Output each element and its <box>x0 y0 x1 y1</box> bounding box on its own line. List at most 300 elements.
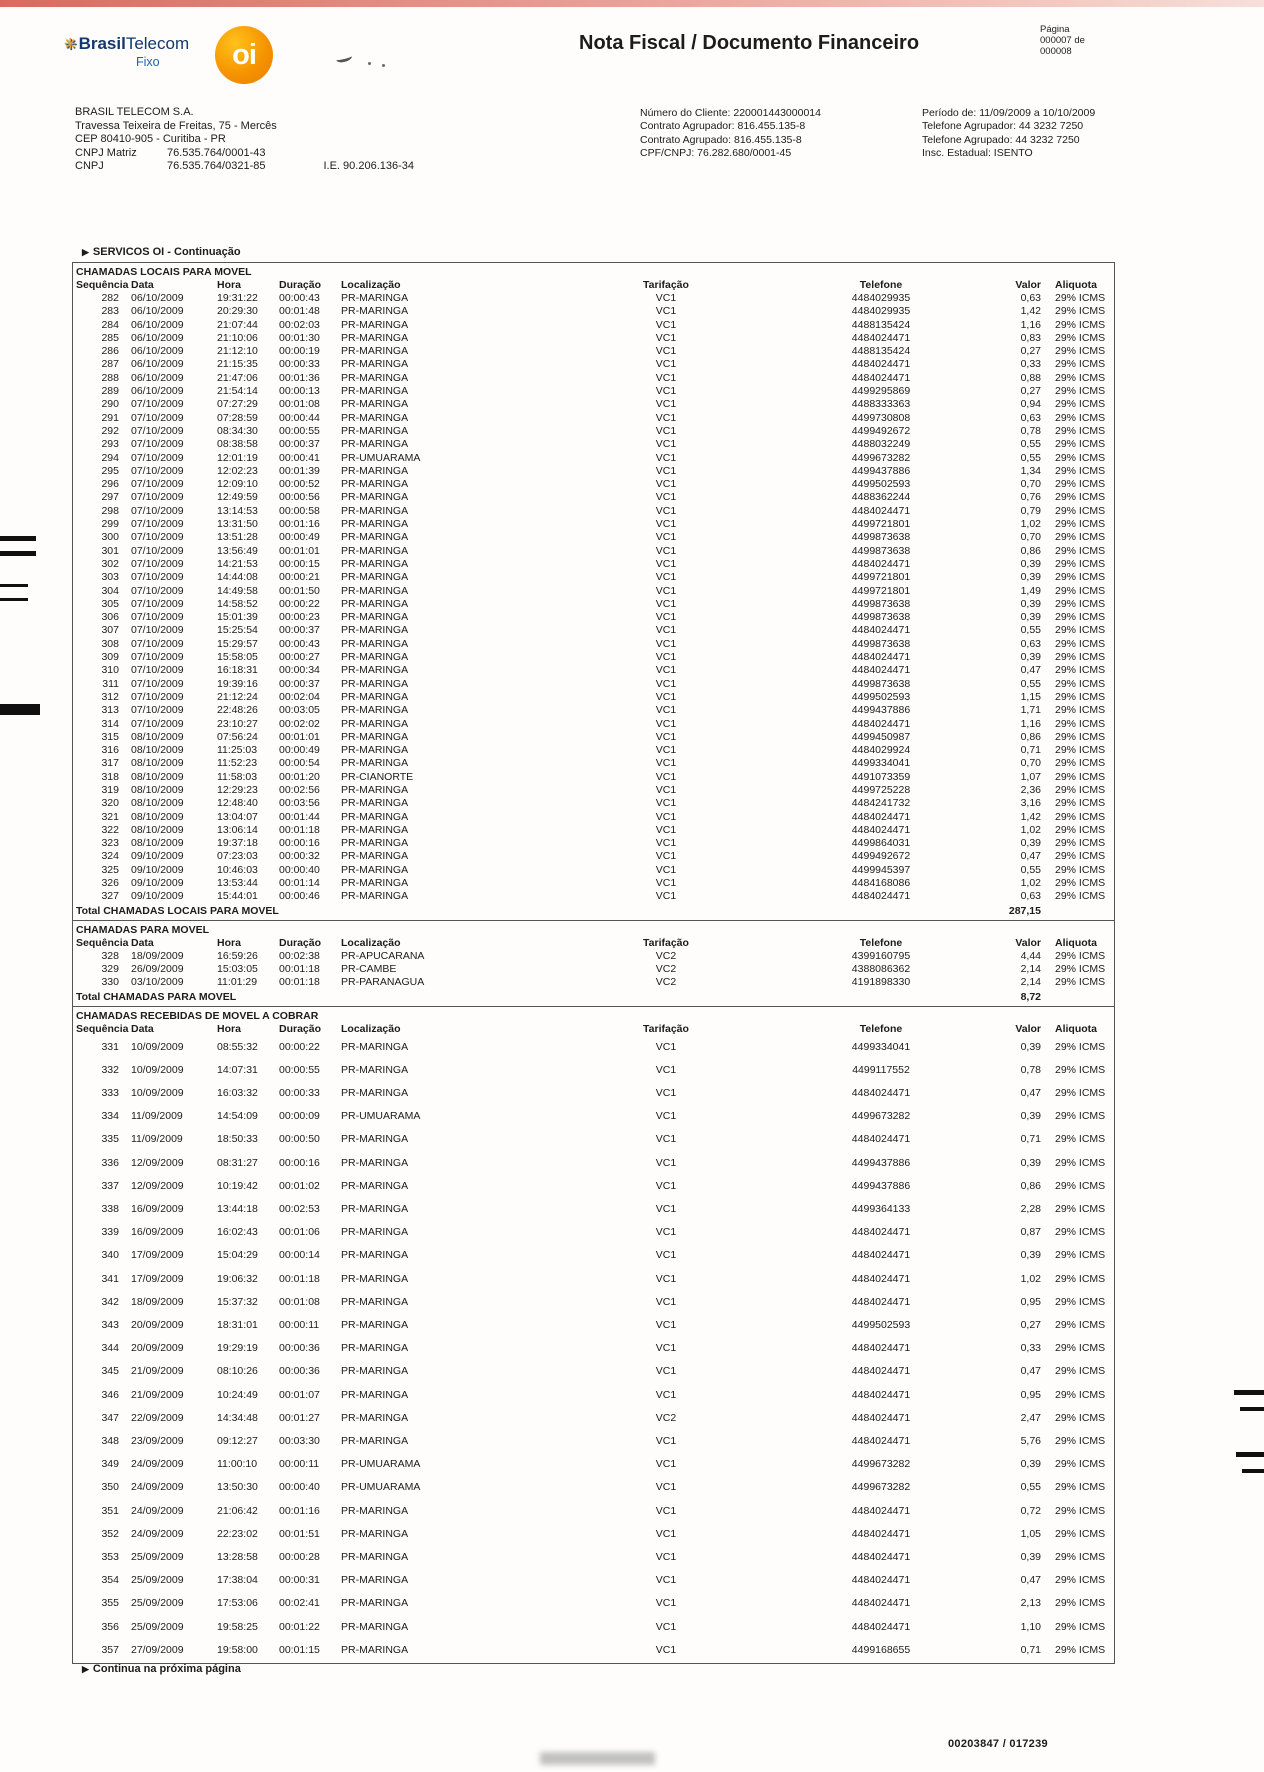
cell: 29% ICMS <box>1055 1086 1106 1099</box>
cell: PR-MARINGA <box>341 783 409 796</box>
cell: VC2 <box>655 976 677 989</box>
page-header <box>64 24 1224 110</box>
page-label: Página <box>1040 24 1070 35</box>
cell: 00:01:01 <box>279 730 320 743</box>
cell: 4484024471 <box>851 664 911 677</box>
oi-wordmark: oi <box>232 38 256 71</box>
cell: 2,28 <box>1020 1202 1041 1215</box>
cell: PR-MARINGA <box>341 1063 409 1076</box>
cell: 296 <box>101 478 119 491</box>
cell: 06/10/2009 <box>131 385 184 398</box>
pen-mark-artifact <box>335 52 352 64</box>
cell: VC1 <box>655 584 677 597</box>
calls-table <box>73 279 1114 919</box>
call-row <box>73 651 1114 664</box>
telefone-agrupador: Telefone Agrupador: 44 3232 7250 <box>922 120 1084 133</box>
cell: VC1 <box>655 877 677 890</box>
cell: 29% ICMS <box>1055 730 1106 743</box>
total-label: Total CHAMADAS LOCAIS PARA MOVEL <box>76 904 279 917</box>
cell: 5,76 <box>1020 1435 1041 1447</box>
cell: 14:49:58 <box>217 584 258 597</box>
call-row <box>73 624 1114 637</box>
call-row <box>73 837 1114 850</box>
section-title-text: SERVICOS OI - Continuação <box>92 246 241 258</box>
cell: PR-MARINGA <box>341 398 409 411</box>
cell: 0,55 <box>1020 677 1041 690</box>
cell: VC1 <box>655 1226 677 1239</box>
cell: 3,16 <box>1020 797 1041 810</box>
cell: 13:50:30 <box>217 1481 258 1494</box>
cell: 4499673282 <box>851 451 911 464</box>
cell: VC1 <box>655 1574 677 1587</box>
cell: 21:12:24 <box>217 690 258 703</box>
cell: 06/10/2009 <box>131 358 184 371</box>
cell: 14:21:53 <box>217 557 258 570</box>
cell: 1,02 <box>1020 518 1041 531</box>
cell: 0,39 <box>1020 1458 1041 1471</box>
call-row <box>73 319 1114 332</box>
column-header: Tarifação <box>643 1022 689 1035</box>
cell: 1,71 <box>1020 704 1041 717</box>
call-row <box>73 1476 1114 1499</box>
column-header: Valor <box>1015 279 1041 291</box>
cell: 332 <box>101 1063 119 1076</box>
continues-next-page-note <box>82 1663 241 1675</box>
cell: 4499721801 <box>851 518 911 531</box>
cell: 07:27:29 <box>217 398 258 411</box>
call-row <box>73 1244 1114 1267</box>
cell: 1,02 <box>1020 877 1041 890</box>
cell: 29% ICMS <box>1055 704 1106 717</box>
cell: 19:58:00 <box>217 1643 258 1656</box>
cell: 0,63 <box>1020 890 1041 903</box>
cell: PR-MARINGA <box>341 438 409 451</box>
cell: VC1 <box>655 504 677 517</box>
cell: PR-MARINGA <box>341 1551 409 1564</box>
cell: 00:03:30 <box>279 1435 320 1447</box>
cell: 22:48:26 <box>217 704 258 717</box>
cell: 16:59:26 <box>217 949 258 962</box>
column-header: Localização <box>341 936 401 949</box>
cell: 4499721801 <box>851 584 911 597</box>
cell: 29% ICMS <box>1055 677 1106 690</box>
cell: 08/10/2009 <box>131 837 184 850</box>
cell: 293 <box>101 438 119 451</box>
cell: 06/10/2009 <box>131 318 184 331</box>
cell: 2,14 <box>1020 962 1041 975</box>
cell: PR-MARINGA <box>341 1133 409 1146</box>
cell: PR-MARINGA <box>341 797 409 810</box>
cell: 0,47 <box>1020 1086 1041 1099</box>
cell: 13:31:50 <box>217 518 258 531</box>
cell: 0,76 <box>1020 491 1041 504</box>
cell: 1,02 <box>1020 823 1041 836</box>
call-row <box>73 1384 1114 1407</box>
page-number-block <box>1040 24 1085 57</box>
cell: 328 <box>101 949 119 962</box>
call-row <box>73 1337 1114 1360</box>
cell: PR-MARINGA <box>341 292 409 304</box>
cell: 4484024471 <box>851 624 911 637</box>
cell: PR-MARINGA <box>341 810 409 823</box>
cell: 09/10/2009 <box>131 890 184 903</box>
cell: 11:25:03 <box>217 744 258 757</box>
cell: 07/10/2009 <box>131 690 184 703</box>
cell: PR-MARINGA <box>341 1342 409 1355</box>
cell: 0,39 <box>1020 1110 1041 1123</box>
cell: 1,34 <box>1020 464 1041 477</box>
column-header: Sequência <box>76 936 129 949</box>
cell: 00:00:22 <box>279 1040 320 1053</box>
call-row <box>73 771 1114 784</box>
cell: 00:02:02 <box>279 717 320 730</box>
cell: PR-MARINGA <box>341 504 409 517</box>
cell: 0,27 <box>1020 1318 1041 1331</box>
cell: 4484024471 <box>851 823 911 836</box>
cell: 300 <box>101 531 119 544</box>
cell: 10/09/2009 <box>131 1086 184 1099</box>
cell: 07/10/2009 <box>131 451 184 464</box>
pen-dot-artifact <box>382 64 385 67</box>
cell: 4499873638 <box>851 637 911 650</box>
cell: 21/09/2009 <box>131 1365 184 1378</box>
column-header: Tarifação <box>643 279 689 291</box>
cell: 4484024471 <box>851 1086 911 1099</box>
cell: 4484241732 <box>851 797 911 810</box>
cell: 29% ICMS <box>1055 1179 1106 1192</box>
cell: PR-MARINGA <box>341 1597 409 1610</box>
cell: 20/09/2009 <box>131 1342 184 1355</box>
company-street: Travessa Teixeira de Freitas, 75 - Mercês <box>75 119 277 132</box>
cell: 324 <box>101 850 119 863</box>
cell: 15:44:01 <box>217 890 258 903</box>
cell: PR-MARINGA <box>341 651 409 664</box>
cell: 29% ICMS <box>1055 557 1106 570</box>
continues-text: Continua na próxima página <box>92 1663 241 1675</box>
cell: PR-MARINGA <box>341 1574 409 1587</box>
cell: VC1 <box>655 810 677 823</box>
scan-artifact <box>0 584 28 587</box>
cell: 10:46:03 <box>217 863 258 876</box>
cell: 14:54:09 <box>217 1110 258 1123</box>
cell: 00:01:18 <box>279 976 320 989</box>
brasil-telecom-wordmark <box>79 34 190 53</box>
cell: 4499117552 <box>852 1063 910 1076</box>
cell: 14:44:08 <box>217 571 258 584</box>
cell: 00:00:36 <box>279 1342 320 1355</box>
arrow-icon: ▶ <box>82 1664 89 1674</box>
cell: 00:03:05 <box>279 704 320 717</box>
cell: 00:00:36 <box>279 1365 320 1378</box>
call-row <box>73 890 1114 903</box>
cell: PR-UMUARAMA <box>341 1481 421 1494</box>
cell: 0,71 <box>1020 744 1041 757</box>
cell: 18/09/2009 <box>131 949 184 962</box>
column-header: Localização <box>341 1022 401 1035</box>
cell: 07/10/2009 <box>131 664 184 677</box>
table-header-row <box>73 279 1114 292</box>
calls-tables-container <box>72 262 1115 1664</box>
cell: 29% ICMS <box>1055 571 1106 584</box>
cell: 29% ICMS <box>1055 1481 1106 1494</box>
total-row <box>73 904 1114 919</box>
cell: 15:58:05 <box>217 651 258 664</box>
cell: 00:01:27 <box>279 1411 320 1424</box>
cell: 336 <box>101 1156 119 1169</box>
cell: 343 <box>101 1318 119 1331</box>
cell: 00:01:18 <box>279 1272 320 1285</box>
cell: 357 <box>101 1643 119 1656</box>
cell: 4484024471 <box>851 1226 911 1239</box>
cell: 0,27 <box>1020 345 1041 358</box>
cell: 29% ICMS <box>1055 398 1106 411</box>
call-row <box>73 1175 1114 1198</box>
cell: 0,39 <box>1020 1040 1041 1053</box>
cell: 4499437886 <box>851 1156 911 1169</box>
cell: 329 <box>101 962 119 975</box>
brasil-telecom-star-icon: ❋ <box>64 36 77 53</box>
cell: PR-UMUARAMA <box>341 1110 421 1123</box>
cell: PR-MARINGA <box>341 730 409 743</box>
cell: 287 <box>101 358 119 371</box>
cell: 13:28:58 <box>217 1551 258 1564</box>
cell: 4484024471 <box>851 1435 911 1447</box>
cell: PR-MARINGA <box>341 850 409 863</box>
cell: 00:00:13 <box>279 385 320 398</box>
cell: VC1 <box>655 345 677 358</box>
cell: 13:06:14 <box>217 823 258 836</box>
call-row <box>73 611 1114 624</box>
column-header: Telefone <box>859 936 903 949</box>
cell: PR-MARINGA <box>341 1156 409 1169</box>
cell: VC1 <box>655 783 677 796</box>
cell: 00:00:41 <box>279 451 320 464</box>
table-header-row <box>73 1023 1114 1036</box>
call-row <box>73 1616 1114 1639</box>
table-section-chamadas-locais-para-movel <box>73 263 1114 920</box>
cell: 4484024471 <box>851 890 911 903</box>
cell: 4488362244 <box>851 491 911 504</box>
cell: PR-MARINGA <box>341 611 409 624</box>
cell: 29% ICMS <box>1055 1365 1106 1378</box>
cell: 306 <box>101 611 119 624</box>
cell: 19:37:18 <box>217 837 258 850</box>
cell: 4499502593 <box>851 478 911 491</box>
call-row <box>73 1639 1114 1662</box>
cell: 24/09/2009 <box>131 1504 184 1517</box>
column-header: Duração <box>279 936 322 949</box>
cell: PR-MARINGA <box>341 411 409 424</box>
cell: PR-MARINGA <box>341 757 409 770</box>
cell: 29% ICMS <box>1055 637 1106 650</box>
cell: VC1 <box>655 371 677 384</box>
client-info-col2 <box>922 107 1095 161</box>
contrato-agrupado: Contrato Agrupado: 816.455.135-8 <box>640 133 802 146</box>
cell: 354 <box>101 1574 119 1587</box>
cell: 00:00:16 <box>279 837 320 850</box>
cell: VC1 <box>655 398 677 411</box>
calls-table <box>73 937 1114 1005</box>
cell: 15:03:05 <box>217 962 258 975</box>
call-row <box>73 784 1114 797</box>
cell: 1,02 <box>1020 1272 1041 1285</box>
call-row <box>73 1152 1114 1175</box>
call-row <box>73 1453 1114 1476</box>
cell: VC1 <box>655 837 677 850</box>
cell: 295 <box>101 464 119 477</box>
cell: 334 <box>101 1110 119 1123</box>
call-row <box>73 505 1114 518</box>
cell: 00:01:07 <box>279 1388 320 1401</box>
cell: 0,33 <box>1020 1342 1041 1355</box>
cell: VC1 <box>655 292 677 304</box>
cell: 27/09/2009 <box>131 1643 184 1656</box>
cell: 00:00:28 <box>279 1551 320 1564</box>
cell: 1,15 <box>1020 690 1041 703</box>
cell: 4499873638 <box>851 544 911 557</box>
cell: 29% ICMS <box>1055 624 1106 637</box>
cell: VC1 <box>655 1481 677 1494</box>
cell: 0,79 <box>1020 504 1041 517</box>
cell: 2,13 <box>1020 1597 1041 1610</box>
cell: 0,47 <box>1020 1365 1041 1378</box>
cell: 0,39 <box>1020 1551 1041 1564</box>
column-header: Telefone <box>859 279 903 291</box>
cell: 320 <box>101 797 119 810</box>
cell: 00:00:58 <box>279 504 320 517</box>
cell: 00:00:50 <box>279 1133 320 1146</box>
cell: 24/09/2009 <box>131 1481 184 1494</box>
cell: PR-MARINGA <box>341 358 409 371</box>
cell: 00:00:15 <box>279 557 320 570</box>
cell: 4499334041 <box>851 757 911 770</box>
cnpj-matriz-row <box>75 147 414 161</box>
cell: 4499168655 <box>851 1643 911 1656</box>
cell: VC1 <box>655 544 677 557</box>
cell: 12:49:59 <box>217 491 258 504</box>
cell: 00:01:15 <box>279 1643 320 1656</box>
cell: PR-MARINGA <box>341 704 409 717</box>
cell: 0,55 <box>1020 624 1041 637</box>
cell: 29% ICMS <box>1055 464 1106 477</box>
cell: 29% ICMS <box>1055 611 1106 624</box>
cell: VC1 <box>655 1643 677 1656</box>
cell: 00:00:23 <box>279 611 320 624</box>
cell: 29% ICMS <box>1055 837 1106 850</box>
cell: 29% ICMS <box>1055 1040 1106 1053</box>
call-row <box>73 1314 1114 1337</box>
cell: 4191898330 <box>851 976 911 989</box>
cell: 310 <box>101 664 119 677</box>
cell: 18:31:01 <box>217 1318 258 1331</box>
cell: 25/09/2009 <box>131 1551 184 1564</box>
cell: VC1 <box>655 385 677 398</box>
cell: VC1 <box>655 770 677 783</box>
call-row <box>73 1221 1114 1244</box>
cell: 314 <box>101 717 119 730</box>
scan-edge-strip <box>0 0 1264 7</box>
cell: VC1 <box>655 850 677 863</box>
cell: VC1 <box>655 557 677 570</box>
cell: 297 <box>101 491 119 504</box>
cell: 07/10/2009 <box>131 624 184 637</box>
cell: 00:01:08 <box>279 1295 320 1308</box>
cell: 302 <box>101 557 119 570</box>
cell: 00:00:46 <box>279 890 320 903</box>
cell: 18:50:33 <box>217 1133 258 1146</box>
cell: 00:01:50 <box>279 584 320 597</box>
cell: VC2 <box>655 1411 677 1424</box>
column-header: Aliquota <box>1055 1022 1097 1035</box>
cell: VC1 <box>655 318 677 331</box>
cell: VC1 <box>655 1156 677 1169</box>
call-row <box>73 976 1114 989</box>
cell: 00:02:41 <box>279 1597 320 1610</box>
cell: 00:00:54 <box>279 757 320 770</box>
cell: 07/10/2009 <box>131 717 184 730</box>
cell: 0,78 <box>1020 424 1041 437</box>
cell: 0,55 <box>1020 863 1041 876</box>
cnpj-value: 76.535.764/0321-85 <box>167 160 266 173</box>
cell: 00:00:49 <box>279 531 320 544</box>
cell: 4484024471 <box>851 371 911 384</box>
ie-value: I.E. 90.206.136-34 <box>323 160 414 173</box>
cell: 4484024471 <box>851 1295 911 1308</box>
oi-logo <box>215 26 273 84</box>
call-row <box>73 1268 1114 1291</box>
call-row <box>73 718 1114 731</box>
cell: 00:00:43 <box>279 637 320 650</box>
call-row <box>73 598 1114 611</box>
cell: PR-MARINGA <box>341 331 409 344</box>
cell: 29% ICMS <box>1055 292 1106 304</box>
cell: 4484024471 <box>851 810 911 823</box>
cell: VC1 <box>655 637 677 650</box>
cell: PR-MARINGA <box>341 1179 409 1192</box>
cell: 284 <box>101 318 119 331</box>
call-row <box>73 797 1114 810</box>
cell: 291 <box>101 411 119 424</box>
cell: 338 <box>101 1202 119 1215</box>
call-row <box>73 425 1114 438</box>
call-row <box>73 412 1114 425</box>
cell: 16:03:32 <box>217 1086 258 1099</box>
cell: 4484024471 <box>851 358 911 371</box>
cell: VC1 <box>655 411 677 424</box>
document-title: Nota Fiscal / Documento Financeiro <box>579 32 920 54</box>
call-row <box>73 372 1114 385</box>
cell: 11:58:03 <box>217 770 258 783</box>
column-header: Data <box>131 279 154 291</box>
client-info-col1 <box>640 107 922 161</box>
call-row <box>73 385 1114 398</box>
cell: 08/10/2009 <box>131 744 184 757</box>
cell: VC1 <box>655 1342 677 1355</box>
cell: 330 <box>101 976 119 989</box>
cell: 0,39 <box>1020 597 1041 610</box>
cell: 07/10/2009 <box>131 411 184 424</box>
call-row <box>73 585 1114 598</box>
cell: PR-MARINGA <box>341 345 409 358</box>
cell: 08/10/2009 <box>131 757 184 770</box>
cell: PR-MARINGA <box>341 1086 409 1099</box>
cell: 16:02:43 <box>217 1226 258 1239</box>
cell: 00:01:39 <box>279 464 320 477</box>
page-current: 000007 de <box>1040 35 1085 46</box>
cell: PR-MARINGA <box>341 744 409 757</box>
cell: 06/10/2009 <box>131 331 184 344</box>
cell: 29% ICMS <box>1055 385 1106 398</box>
